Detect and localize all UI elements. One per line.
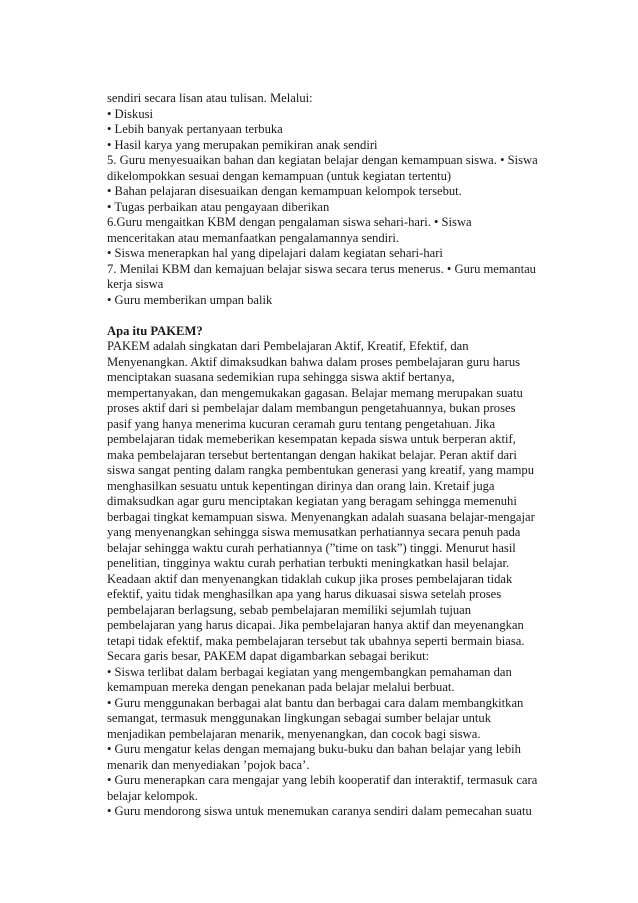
text-line: belajar kelompok. [107, 788, 198, 803]
text-line: Keadaan aktif dan menyenangkan tidaklah cukup jika proses pembelajaran tidak [107, 571, 513, 586]
text-line: menjadikan pembelajaran menarik, menyenangkan, dan cocok bagi siswa. [107, 726, 481, 741]
text-line: 7. Menilai KBM dan kemajuan belajar siswa secara terus menerus. • Guru memantau [107, 261, 536, 276]
text-line: • Guru mendorong siswa untuk menemukan caranya sendiri dalam pemecahan suatu [107, 804, 532, 818]
text-line: dikelompokkan sesuai dengan kemampuan (untuk kegiatan tertentu) [107, 168, 452, 183]
text-line: Menyenangkan. Aktif dimaksudkan bahwa dalam proses pembelajaran guru harus [107, 354, 521, 369]
text-line: belajar sehingga waktu curah perhatiannya (”time on task”) tinggi. Menurut hasil [107, 540, 516, 555]
text-line: • Guru mengatur kelas dengan memajang buku-buku dan bahan belajar yang lebih [107, 742, 521, 756]
text-line: 6.Guru mengaitkan KBM dengan pengalaman siswa sehari-hari. • Siswa [107, 215, 472, 229]
text-line: pembelajaran berlagsung, sebab pembelajaran memiliki sejumlah tujuan [107, 602, 472, 617]
text-line: kemampuan mereka dengan penekanan pada belajar melalui berbuat. [107, 680, 455, 694]
paragraph-spacer [107, 308, 553, 324]
text-line: pembelajaran yang harus dicapai. Jika pembelajaran hanya aktif dan meyenangkan [107, 618, 524, 632]
text-line: • Tugas perbaikan atau pengayaan diberikan [107, 199, 330, 214]
text-line: efektif, yaitu tidak menghasilkan apa yang harus dikuasai siswa setelah proses [107, 587, 502, 601]
section-heading: Apa itu PAKEM? [107, 323, 203, 338]
text-line: mempertanyakan, dan mengemukakan gagasan. Belajar memang merupakan suatu [107, 385, 523, 400]
text-line: menghasilkan sesuatu untuk kepentingan dirinya dan orang lain. Kretaif juga [107, 478, 495, 493]
text-line: dimaksudkan agar guru menciptakan kegiatan yang beragam sehingga memenuhi [107, 494, 517, 508]
text-line: yang menyenangkan sehingga siswa memusatkan perhatiannya secara penuh pada [107, 525, 521, 539]
text-line: menceritakan atau memanfaatkan pengalamannya sendiri. [107, 230, 399, 245]
text-line: • Lebih banyak pertanyaan terbuka [107, 122, 283, 136]
text-line: kerja siswa [107, 277, 164, 291]
text-line: • Siswa menerapkan hal yang dipelajari dalam kegiatan sehari-hari [107, 246, 443, 260]
text-line: • Hasil karya yang merupakan pemikiran anak sendiri [107, 137, 378, 152]
text-line: tetapi tidak efektif, maka pembelajaran tersebut tak ubahnya seperti bermain biasa. [107, 633, 525, 648]
list-section [107, 91, 553, 308]
text-line: pasif yang hanya menerima kucuran ceramah guru tentang pengetahuan. Jika [107, 416, 496, 431]
text-line: menarik dan menyediakan ’pojok baca’. [107, 757, 310, 772]
text-line: maka pembelajaran tersebut bertentangan dengan hakikat belajar. Peran aktif dari [107, 447, 517, 462]
text-line: menciptakan suasana sedemikian rupa sehingga siswa aktif bertanya, [107, 370, 455, 384]
text-line: proses aktif dari si pembelajar dalam membangun pengetahuannya, bukan proses [107, 401, 516, 415]
text-line: • Siswa terlibat dalam berbagai kegiatan yang mengembangkan pemahaman dan [107, 664, 512, 679]
text-line: penelitian, tingginya waktu curah perhatian terbukti meningkatkan hasil belajar. [107, 556, 510, 570]
text-line: PAKEM adalah singkatan dari Pembelajaran Aktif, Kreatif, Efektif, dan [107, 339, 469, 353]
text-line: 5. Guru menyesuaikan bahan dan kegiatan belajar dengan kemampuan siswa. • Siswa [107, 153, 538, 167]
text-line: berbagai tingkat kemampuan siswa. Menyenangkan adalah suasana belajar-mengajar [107, 509, 535, 524]
text-line: siswa sangat penting dalam rangka pembentukan generasi yang kreatif, yang mampu [107, 463, 535, 477]
text-line: • Guru menerapkan cara mengajar yang lebih kooperatif dan interaktif, termasuk cara [107, 773, 538, 787]
text-line: • Guru menggunakan berbagai alat bantu dan berbagai cara dalam membangkitkan [107, 695, 524, 710]
document-page [107, 91, 553, 820]
text-line: sendiri secara lisan atau tulisan. Melalui: [107, 91, 313, 105]
pakem-body [107, 339, 553, 820]
text-line: semangat, termasuk menggunakan lingkungan sebagai sumber belajar untuk [107, 711, 491, 725]
text-line: • Diskusi [107, 106, 154, 121]
text-line: • Guru memberikan umpan balik [107, 292, 273, 307]
text-line: Secara garis besar, PAKEM dapat digambarkan sebagai berikut: [107, 649, 430, 663]
text-line: • Bahan pelajaran disesuaikan dengan kemampuan kelompok tersebut. [107, 184, 462, 198]
text-line: pembelajaran tidak memeberikan kesempatan kepada siswa untuk berperan aktif, [107, 432, 516, 446]
